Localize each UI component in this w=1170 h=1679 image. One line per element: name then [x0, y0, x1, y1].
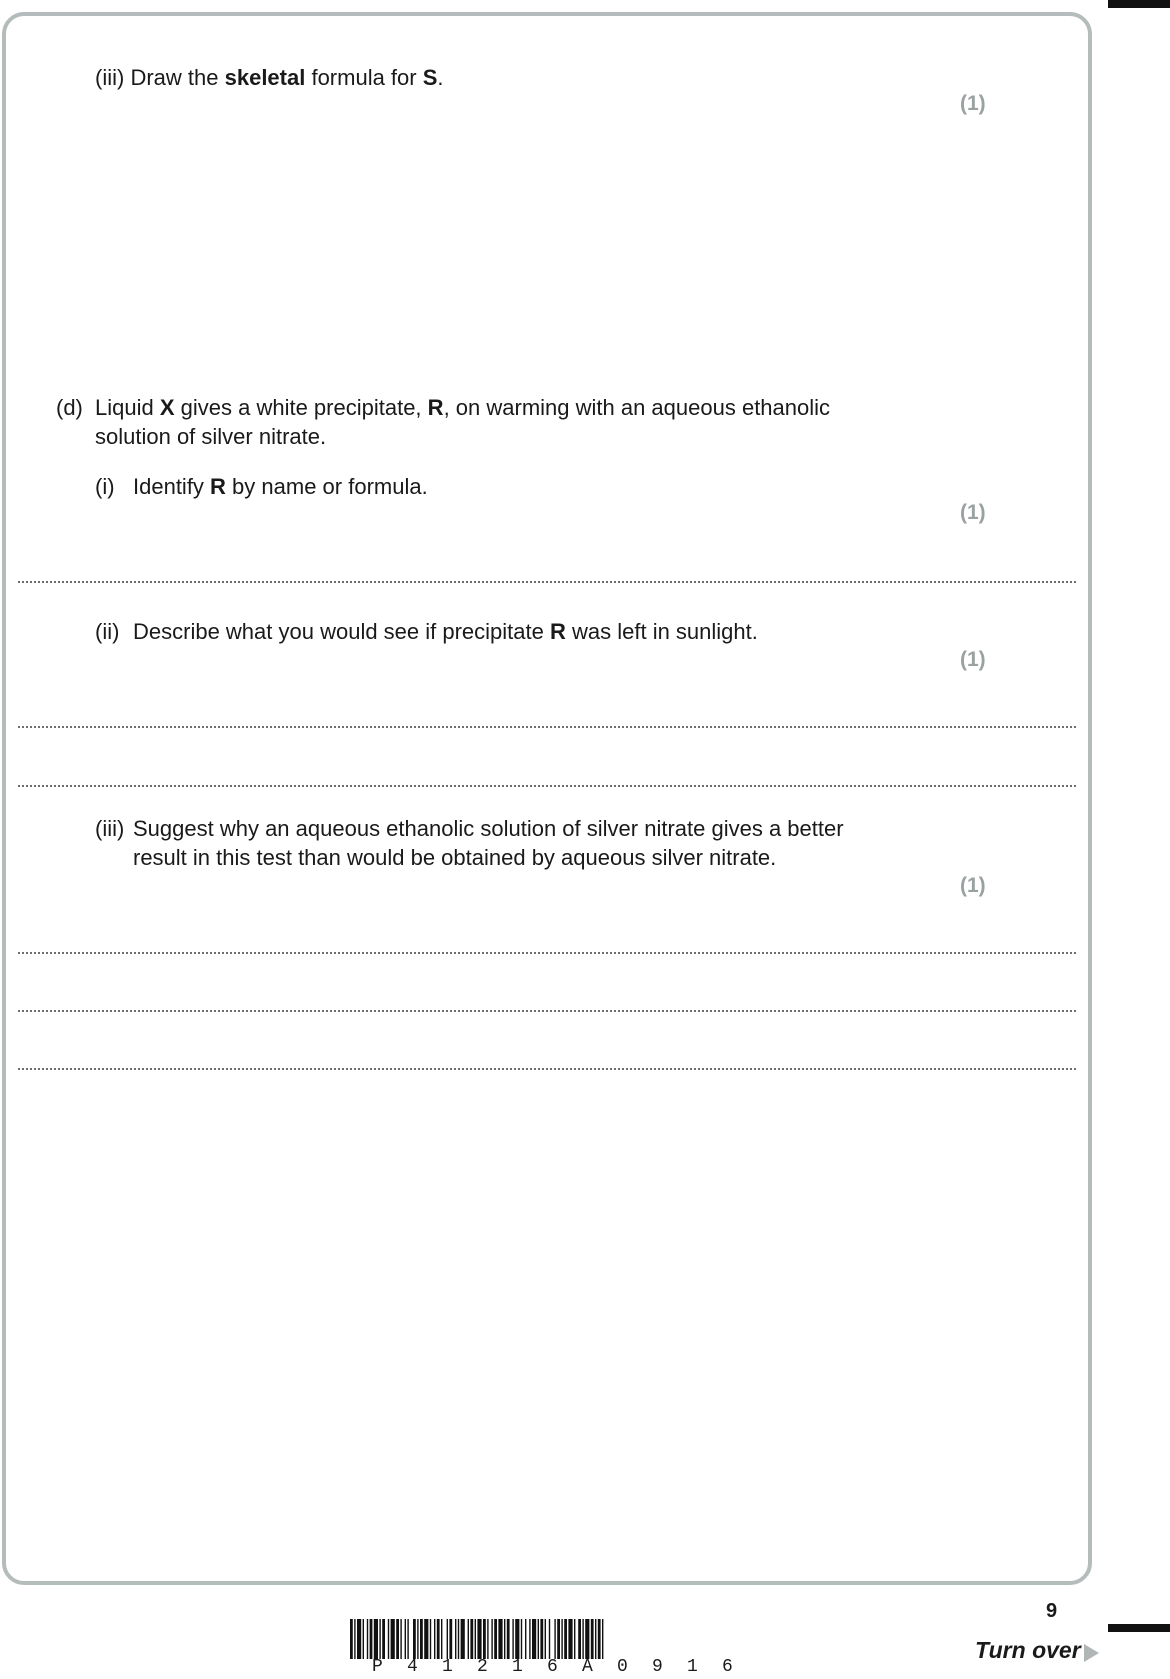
barcode-bar	[561, 1619, 562, 1659]
answer-line[interactable]	[18, 1068, 1076, 1070]
answer-line[interactable]	[18, 1010, 1076, 1012]
question-d-i: (i) Identify R by name or formula.	[95, 472, 428, 502]
question-number: (ii)	[95, 619, 120, 644]
barcode-bar	[494, 1619, 497, 1659]
barcode-bar	[407, 1619, 408, 1659]
barcode-char: 6	[547, 1657, 558, 1677]
barcode-bar	[598, 1619, 601, 1659]
barcode-bar	[585, 1619, 589, 1659]
barcode-bar	[595, 1619, 596, 1659]
barcode-char: 4	[407, 1657, 418, 1677]
barcode-bar	[447, 1619, 448, 1659]
barcode-char: 6	[722, 1657, 733, 1677]
barcode-bar	[507, 1619, 510, 1659]
barcode-bar	[458, 1619, 459, 1659]
barcode-char: P	[372, 1657, 383, 1677]
edge-mark-bottom	[1108, 1624, 1170, 1632]
question-number: (i)	[95, 474, 115, 499]
barcode-bar	[424, 1619, 428, 1659]
barcode-bar	[574, 1619, 575, 1659]
barcode-bar	[529, 1619, 530, 1659]
barcode-bar	[582, 1619, 583, 1659]
barcode-char: A	[582, 1657, 593, 1677]
barcode-bar	[468, 1619, 469, 1659]
barcode-char: 2	[477, 1657, 488, 1677]
barcode-bar	[540, 1619, 543, 1659]
barcode-bar	[545, 1619, 546, 1659]
question-d-ii: (ii) Describe what you would see if precipitate R was left in sunlight.	[95, 617, 758, 647]
barcode-bar	[470, 1619, 473, 1659]
question-d-line2: solution of silver nitrate.	[95, 424, 327, 449]
barcode-bar	[430, 1619, 431, 1659]
barcode-bar	[538, 1619, 539, 1659]
question-c-iii: (iii) Draw the skeletal formula for S.	[95, 63, 444, 93]
barcode-bar	[357, 1619, 361, 1659]
barcode-bar	[370, 1619, 373, 1659]
barcode-char: 9	[652, 1657, 663, 1677]
barcode-bar	[521, 1619, 522, 1659]
barcode-bar	[350, 1619, 353, 1659]
barcode-bar	[568, 1619, 572, 1659]
barcode-bar	[354, 1619, 355, 1659]
barcode-bar	[549, 1619, 550, 1659]
barcode	[350, 1619, 775, 1659]
barcode-bar	[498, 1619, 502, 1659]
barcode-bar	[420, 1619, 423, 1659]
barcode-bar	[564, 1619, 567, 1659]
barcode-bar	[388, 1619, 389, 1659]
marks-d-ii: (1)	[960, 648, 986, 671]
question-number: (iii)	[95, 65, 125, 90]
marks-d-i: (1)	[960, 501, 986, 524]
barcode-bar	[391, 1619, 395, 1659]
barcode-bar	[461, 1619, 465, 1659]
barcode-bar	[525, 1619, 526, 1659]
barcode-bar	[437, 1619, 440, 1659]
barcode-bar	[512, 1619, 513, 1659]
barcode-char: 0	[617, 1657, 628, 1677]
barcode-bar	[483, 1619, 486, 1659]
barcode-bar	[487, 1619, 488, 1659]
barcode-bar	[441, 1619, 442, 1659]
barcode-bar	[417, 1619, 418, 1659]
barcode-bar	[504, 1619, 505, 1659]
barcode-bar	[602, 1619, 603, 1659]
barcode-char: 1	[512, 1657, 523, 1677]
barcode-bar	[367, 1619, 368, 1659]
barcode-bar	[405, 1619, 406, 1659]
barcode-bar	[363, 1619, 364, 1659]
barcode-bar	[379, 1619, 380, 1659]
barcode-bar	[515, 1619, 519, 1659]
answer-line[interactable]	[18, 581, 1076, 583]
barcode-bar	[400, 1619, 401, 1659]
barcode-char: 1	[687, 1657, 698, 1677]
question-number: (d)	[56, 395, 83, 420]
barcode-bar	[475, 1619, 476, 1659]
barcode-bar	[591, 1619, 594, 1659]
barcode-bar	[455, 1619, 456, 1659]
question-d-iii: (iii) Suggest why an aqueous ethanolic solution of silver nitrate gives a better	[95, 814, 844, 844]
question-d-iii-line2: result in this test than would be obtained by aqueous silver nitrate.	[133, 845, 777, 870]
edge-mark-top	[1108, 0, 1170, 8]
answer-line[interactable]	[18, 785, 1076, 787]
barcode-bar	[434, 1619, 435, 1659]
marks-d-iii: (1)	[960, 874, 986, 897]
page-number: 9	[1046, 1600, 1058, 1622]
barcode-bar	[396, 1619, 399, 1659]
skeletal-formula-answer-area[interactable]	[95, 130, 995, 360]
barcode-char: 1	[442, 1657, 453, 1677]
marks-c-iii: (1)	[960, 92, 986, 115]
barcode-bar	[578, 1619, 581, 1659]
answer-line[interactable]	[18, 952, 1076, 954]
play-arrow-icon	[1084, 1644, 1099, 1662]
barcode-bar	[449, 1619, 452, 1659]
barcode-bar	[413, 1619, 416, 1659]
question-d: (d) Liquid X gives a white precipitate, R, on warming with an aqueous ethanolic	[56, 393, 830, 423]
barcode-bar	[374, 1619, 378, 1659]
barcode-bar	[477, 1619, 481, 1659]
barcode-bar	[554, 1619, 555, 1659]
answer-line[interactable]	[18, 726, 1076, 728]
barcode-bar	[382, 1619, 385, 1659]
barcode-bar	[557, 1619, 560, 1659]
barcode-bar	[532, 1619, 536, 1659]
barcode-bar	[491, 1619, 492, 1659]
turn-over-label: Turn over	[975, 1637, 1081, 1663]
question-number: (iii)	[95, 816, 125, 841]
